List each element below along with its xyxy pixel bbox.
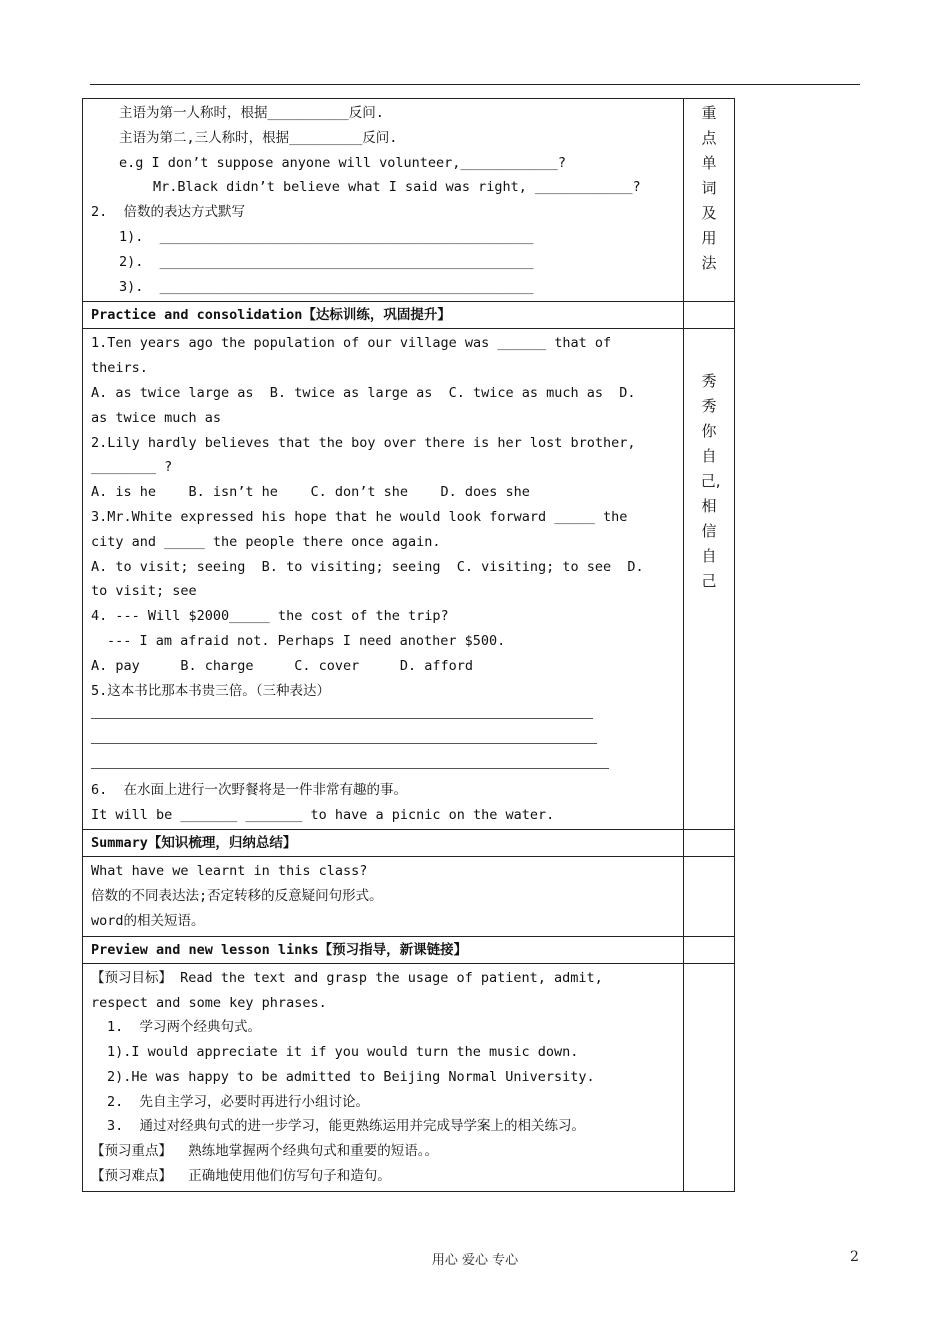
text-line: 2).He was happy to be admitted to Beijing Normal University. — [107, 1068, 595, 1085]
text-line: 倍数的不同表达法;否定转移的反意疑问句形式。 — [91, 888, 383, 905]
text-line: word的相关短语。 — [91, 912, 205, 929]
question-2-cont: ________ ? — [91, 459, 173, 476]
grammar-review-block — [83, 99, 683, 301]
summary-block — [83, 857, 683, 935]
question-3-options: A. to visit; seeing B. to visiting; seeing C. visiting; to see D. — [91, 558, 644, 575]
question-1-options-cont: as twice much as — [91, 409, 222, 426]
text-line: 2. 先自主学习，必要时再进行小组讨论。 — [107, 1093, 370, 1110]
question-1: 1.Ten years ago the population of our village was ______ that of — [91, 335, 612, 352]
row-practice — [83, 329, 735, 830]
row-preview — [83, 963, 735, 1191]
question-3: 3.Mr.White expressed his hope that he would look forward _____ the — [91, 508, 628, 525]
row-practice-heading — [83, 302, 735, 329]
question-4-cont: --- I am afraid not. Perhaps I need another $500. — [107, 632, 506, 649]
fill-blank-line: 2). ______________________________________________ — [119, 253, 534, 270]
answer-line — [91, 728, 675, 753]
page-number: 2 — [850, 1249, 859, 1265]
text-line: Mr.Black didn’t believe what I said was right, ____________? — [153, 179, 641, 196]
question-1-cont: theirs. — [91, 360, 148, 377]
preview-block — [83, 964, 683, 1191]
footer-slogan: 用心 爱心 专心 — [431, 1253, 519, 1268]
question-4: 4. --- Will $2000_____ the cost of the trip? — [91, 608, 449, 625]
question-5: 5.这本书比那本书贵三倍。（三种表达） — [91, 682, 331, 699]
section-heading-practice: Practice and consolidation【达标训练，巩固提升】 — [91, 307, 451, 324]
text-line: 主语为第一人称时，根据__________反问. — [119, 105, 384, 121]
text-line: e.g I don’t suppose anyone will volunteer,____________? — [119, 154, 567, 171]
worksheet-table — [82, 98, 735, 1192]
fill-blank-line: 1). ______________________________________________ — [119, 228, 534, 245]
question-3-cont: city and _____ the people there once again. — [91, 533, 441, 550]
practice-block — [83, 329, 683, 829]
question-6-en: It will be _______ _______ to have a picnic on the water. — [91, 806, 555, 823]
text-line: 3. 通过对经典句式的进一步学习，能更熟练运用并完成导学案上的相关练习。 — [107, 1118, 586, 1135]
answer-line — [91, 703, 675, 728]
question-2-options: A. is he B. isn’t he C. don’t she D. does she — [91, 484, 530, 501]
text-line: 1).I would appreciate it if you would turn the music down. — [107, 1044, 579, 1061]
question-4-options: A. pay B. charge C. cover D. afford — [91, 657, 474, 674]
side-note-encouragement: 秀秀你自己,相信自己 — [700, 372, 721, 591]
header-rule — [90, 84, 860, 85]
question-1-options: A. as twice large as B. twice as large as C. twice as much as D. — [91, 384, 636, 401]
row-summary — [83, 857, 735, 936]
text-line: What have we learnt in this class? — [91, 863, 368, 880]
row-preview-heading — [83, 936, 735, 963]
question-6: 6. 在水面上进行一次野餐将是一件非常有趣的事。 — [91, 781, 408, 798]
side-note-key-points: 重点单词及用法 — [701, 104, 717, 272]
text-line: 主语为第二,三人称时，根据_________反问. — [119, 129, 398, 146]
section-heading-summary: Summary【知识梳理，归纳总结】 — [91, 835, 297, 852]
text-line: 1. 学习两个经典句式。 — [107, 1019, 262, 1036]
text-line: respect and some key phrases. — [91, 994, 327, 1011]
text-line: 2. 倍数的表达方式默写 — [91, 204, 246, 221]
row-summary-heading — [83, 830, 735, 857]
fill-blank-line: 3). ______________________________________________ — [119, 278, 534, 295]
text-line: 【预习难点】 正确地使用他们仿写句子和造句。 — [91, 1168, 391, 1185]
question-2: 2.Lily hardly believes that the boy over there is her lost brother, — [91, 434, 636, 451]
question-3-options-cont: to visit; see — [91, 583, 197, 600]
row-grammar-review — [83, 99, 735, 302]
section-heading-preview: Preview and new lesson links【预习指导，新课链接】 — [91, 941, 468, 958]
text-line: 【预习目标】 Read the text and grasp the usage of patient, admit, — [91, 969, 603, 986]
text-line: 【预习重点】 熟练地掌握两个经典句式和重要的短语。。 — [91, 1143, 439, 1160]
answer-line — [91, 753, 675, 778]
